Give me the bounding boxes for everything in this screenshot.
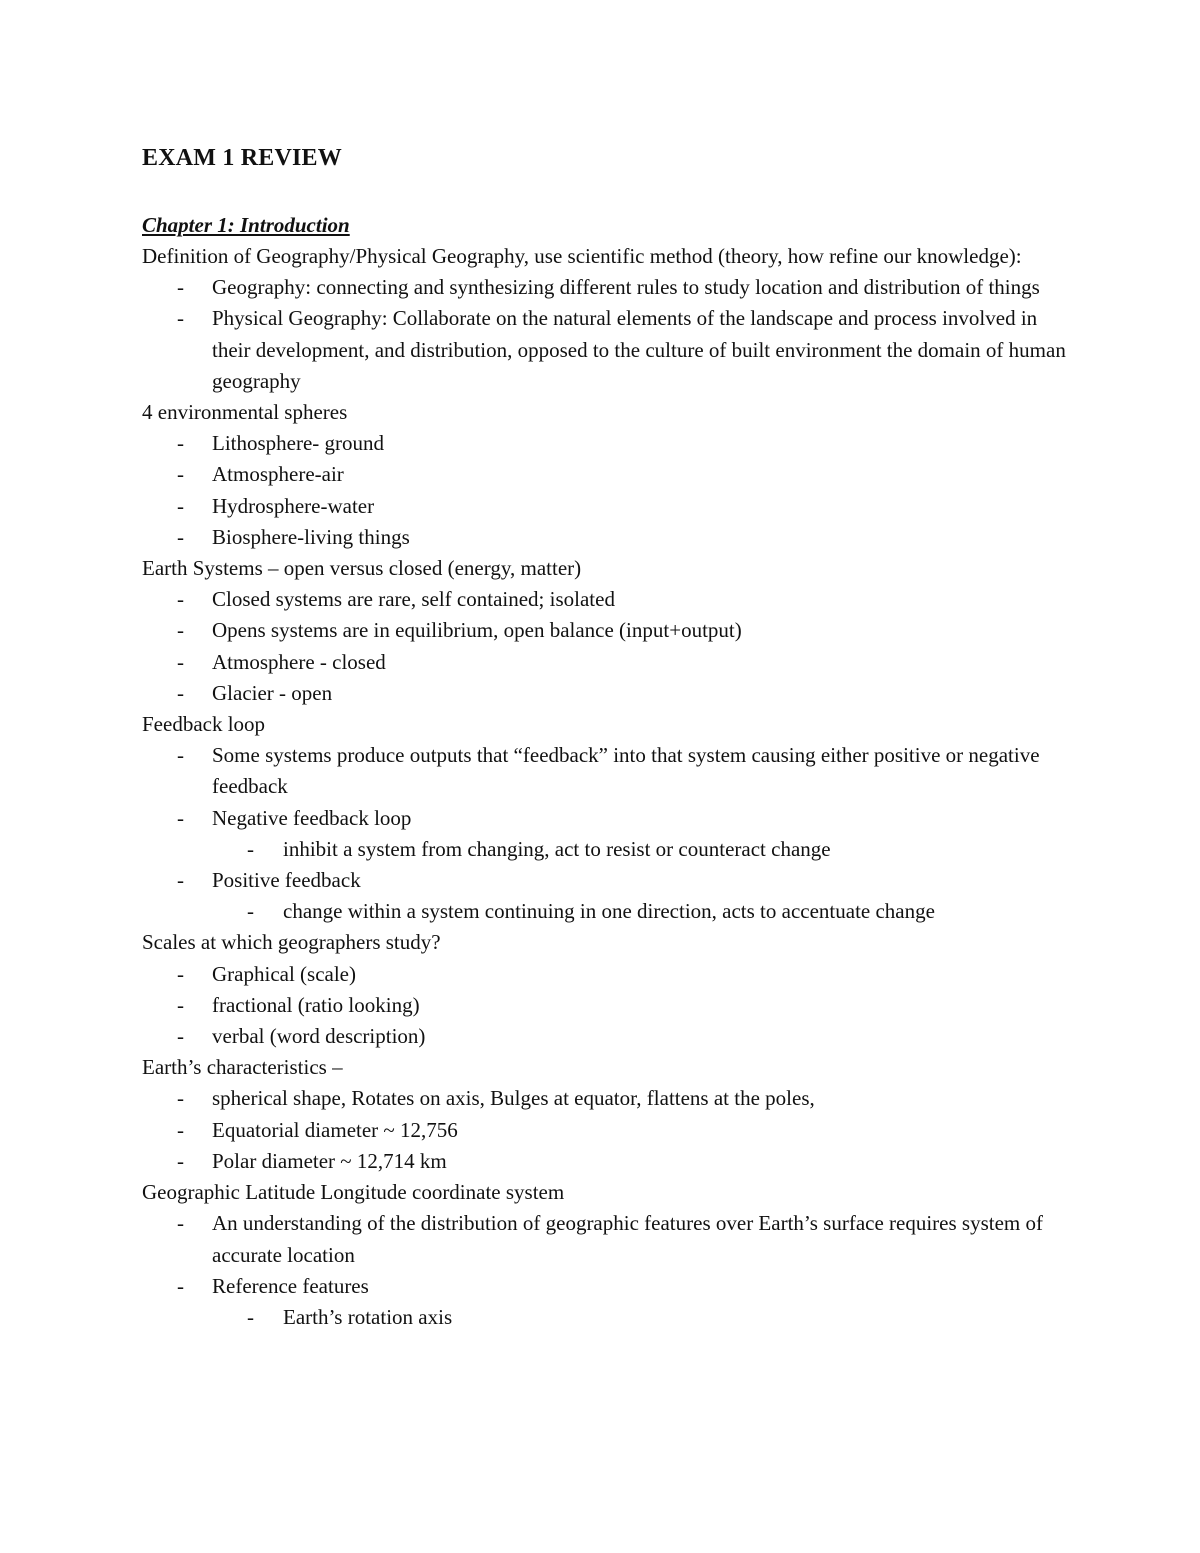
list-item-text: Opens systems are in equilibrium, open balance (input+output) (212, 618, 742, 643)
list-item-text: Hydrosphere-water (212, 493, 375, 518)
list-item (142, 990, 1072, 1021)
dash-bullet: - (177, 1211, 184, 1236)
dash-bullet: - (177, 1024, 184, 1049)
sub-list (212, 1302, 1072, 1333)
list-item (142, 803, 1072, 865)
list-item (142, 1083, 1072, 1114)
dash-bullet: - (177, 1273, 184, 1298)
list-item (142, 1115, 1072, 1146)
intro-text: Definition of Geography/Physical Geography, use scientific method (theory, how refine our knowledge): (142, 244, 1022, 268)
list-item (142, 522, 1072, 553)
section-heading-spheres: 4 environmental spheres (142, 400, 348, 425)
dash-bullet: - (177, 1086, 184, 1111)
list-item-text: Atmosphere-air (212, 462, 344, 487)
list-item (142, 303, 1072, 397)
list-item-text: Geography: connecting and synthesizing different rules to study location and distribution of things (212, 275, 1040, 300)
section-heading-coordinates: Geographic Latitude Longitude coordinate system (142, 1180, 565, 1205)
section-heading-feedback: Feedback loop (142, 712, 266, 737)
section-heading-systems: Earth Systems – open versus closed (energy, matter) (142, 556, 582, 581)
list-item-text: spherical shape, Rotates on axis, Bulges at equator, flattens at the poles, (212, 1086, 815, 1111)
dash-bullet: - (177, 743, 184, 768)
dash-bullet: - (177, 587, 184, 612)
dash-bullet: - (177, 493, 184, 518)
sub-list-item-text: inhibit a system from changing, act to resist or counteract change (283, 836, 831, 861)
list-item-text: fractional (ratio looking) (212, 992, 420, 1017)
list-item (142, 647, 1072, 678)
list-item (142, 740, 1072, 802)
dash-bullet: - (247, 1304, 254, 1329)
sub-list-item (212, 896, 1072, 927)
section-heading-earth: Earth’s characteristics – (142, 1055, 343, 1080)
list-item (142, 1146, 1072, 1177)
list-item (142, 459, 1072, 490)
definitions-list (142, 272, 1072, 397)
dash-bullet: - (177, 1148, 184, 1173)
list-item-text: Atmosphere - closed (212, 649, 386, 674)
list-item-text: An understanding of the distribution of geographic features over Earth’s surface requires system of accurate location (212, 1211, 1043, 1267)
systems-list (142, 584, 1072, 709)
chapter-heading: Chapter 1: Introduction (142, 213, 350, 237)
page-title: EXAM 1 REVIEW (142, 145, 342, 171)
list-item-text: Lithosphere- ground (212, 431, 385, 456)
dash-bullet: - (177, 618, 184, 643)
section-heading-scales: Scales at which geographers study? (142, 930, 441, 955)
dash-bullet: - (177, 805, 184, 830)
list-item-text: Physical Geography: Collaborate on the natural elements of the landscape and process involved in their development, and distribution, opposed to the culture of built environment the domain of human geography (212, 306, 1066, 393)
list-item-text: Some systems produce outputs that “feedback” into that system causing either positive or negative feedback (212, 743, 1040, 799)
sub-list-item-text: change within a system continuing in one direction, acts to accentuate change (283, 899, 935, 924)
spheres-list (142, 428, 1072, 553)
list-item-text: Equatorial diameter ~ 12,756 (212, 1117, 458, 1142)
dash-bullet: - (177, 275, 184, 300)
list-item (142, 491, 1072, 522)
list-item-text: Positive feedback (212, 868, 361, 893)
list-item (142, 1208, 1072, 1270)
list-item (142, 1271, 1072, 1333)
earth-list (142, 1083, 1072, 1177)
scales-list (142, 959, 1072, 1053)
list-item (142, 272, 1072, 303)
list-item-text: Reference features (212, 1273, 369, 1298)
list-item-text: Graphical (scale) (212, 961, 356, 986)
sub-list (212, 834, 1072, 865)
sub-list-item-text: Earth’s rotation axis (283, 1304, 453, 1329)
dash-bullet: - (177, 431, 184, 456)
dash-bullet: - (177, 680, 184, 705)
list-item-text: Glacier - open (212, 680, 333, 705)
list-item (142, 1021, 1072, 1052)
list-item (142, 678, 1072, 709)
dash-bullet: - (177, 306, 184, 331)
sub-list (212, 896, 1072, 927)
dash-bullet: - (177, 524, 184, 549)
coordinates-list (142, 1208, 1072, 1333)
feedback-list (142, 740, 1072, 927)
document-page (142, 140, 1072, 1333)
list-item (142, 865, 1072, 927)
dash-bullet: - (247, 836, 254, 861)
dash-bullet: - (177, 1117, 184, 1142)
list-item-text: Negative feedback loop (212, 805, 412, 830)
dash-bullet: - (177, 462, 184, 487)
list-item (142, 959, 1072, 990)
dash-bullet: - (177, 992, 184, 1017)
list-item-text: Biosphere-living things (212, 524, 410, 549)
list-item-text: verbal (word description) (212, 1024, 426, 1049)
dash-bullet: - (177, 649, 184, 674)
list-item (142, 428, 1072, 459)
sub-list-item (212, 834, 1072, 865)
list-item-text: Polar diameter ~ 12,714 km (212, 1148, 447, 1173)
list-item (142, 584, 1072, 615)
list-item (142, 615, 1072, 646)
sub-list-item (212, 1302, 1072, 1333)
dash-bullet: - (177, 961, 184, 986)
dash-bullet: - (177, 868, 184, 893)
dash-bullet: - (247, 899, 254, 924)
list-item-text: Closed systems are rare, self contained; isolated (212, 587, 615, 612)
